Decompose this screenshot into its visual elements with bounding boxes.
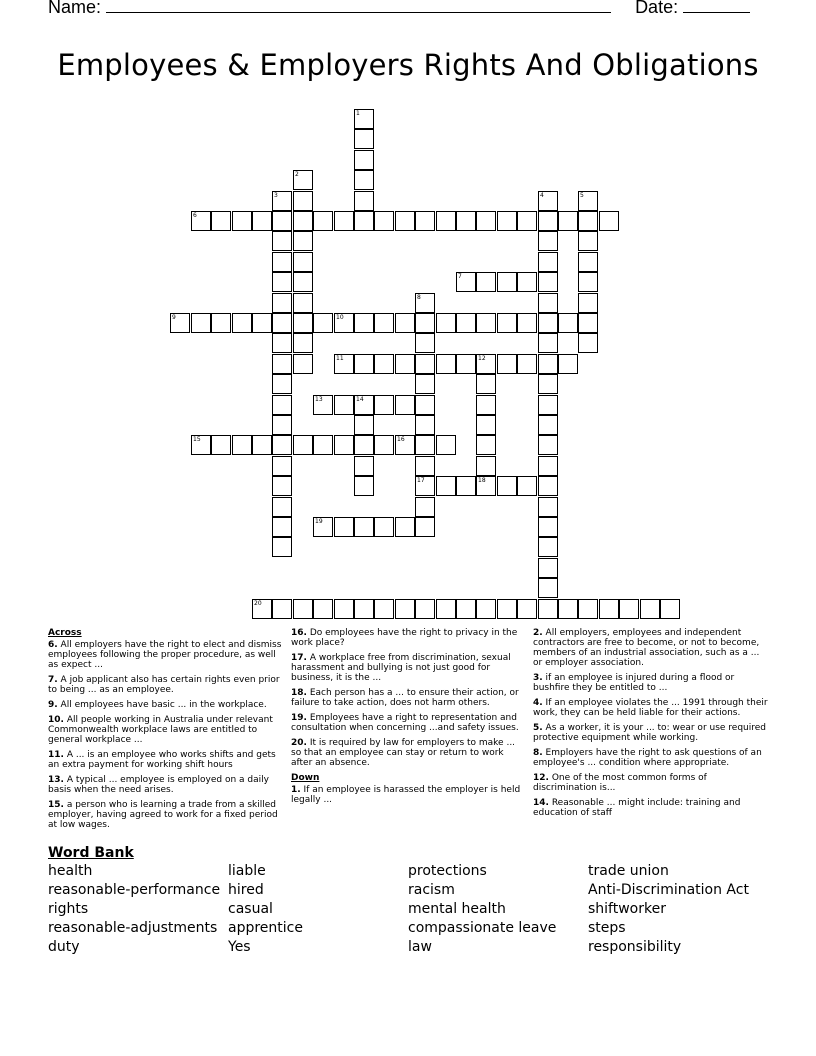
crossword-cell[interactable] bbox=[476, 374, 496, 394]
clues-col-1 bbox=[48, 628, 284, 835]
crossword-cell[interactable] bbox=[293, 231, 313, 251]
word-bank-item: shiftworker bbox=[588, 901, 666, 917]
crossword-cell[interactable] bbox=[395, 354, 415, 374]
crossword-cell[interactable] bbox=[395, 517, 415, 537]
crossword-cell[interactable] bbox=[293, 435, 313, 455]
crossword-cell[interactable] bbox=[538, 415, 558, 435]
word-bank-item: apprentice bbox=[228, 920, 303, 936]
crossword-cell[interactable] bbox=[211, 211, 231, 231]
crossword-cell[interactable] bbox=[395, 435, 415, 455]
crossword-cell[interactable] bbox=[538, 599, 558, 619]
clue-number: 15 bbox=[193, 436, 201, 443]
crossword-cell[interactable] bbox=[334, 435, 354, 455]
crossword-cell[interactable] bbox=[578, 191, 598, 211]
crossword-cell[interactable] bbox=[211, 313, 231, 333]
name-field[interactable] bbox=[106, 0, 611, 13]
crossword-cell[interactable] bbox=[599, 211, 619, 231]
crossword-cell[interactable] bbox=[476, 415, 496, 435]
clue-number: 15. bbox=[48, 800, 64, 810]
crossword-cell[interactable] bbox=[578, 211, 598, 231]
crossword-cell[interactable] bbox=[272, 435, 292, 455]
clue-number: 4. bbox=[533, 698, 543, 708]
word-bank-item: mental health bbox=[408, 901, 506, 917]
clue-number: 19 bbox=[315, 518, 323, 525]
crossword-cell[interactable] bbox=[538, 435, 558, 455]
clue-number: 8. bbox=[533, 748, 543, 758]
crossword-cell[interactable] bbox=[497, 313, 517, 333]
crossword-cell[interactable] bbox=[538, 517, 558, 537]
crossword-cell[interactable] bbox=[619, 599, 639, 619]
down-clue bbox=[533, 698, 769, 718]
clue-number: 1. bbox=[291, 785, 301, 795]
across-clue bbox=[48, 750, 284, 770]
across-clue bbox=[291, 628, 527, 648]
across-clue bbox=[48, 700, 284, 710]
word-bank-item: rights bbox=[48, 901, 89, 917]
crossword-cell[interactable] bbox=[476, 354, 496, 374]
clue-text: As a worker, it is your ... to: wear or use required protective equipment while working. bbox=[533, 723, 766, 743]
crossword-cell[interactable] bbox=[354, 517, 374, 537]
header bbox=[48, 0, 750, 18]
crossword-cell[interactable] bbox=[456, 354, 476, 374]
crossword-cell[interactable] bbox=[558, 211, 578, 231]
clue-number: 8 bbox=[417, 294, 421, 301]
crossword-cell[interactable] bbox=[476, 435, 496, 455]
clue-number: 16. bbox=[291, 628, 307, 638]
crossword-cell[interactable] bbox=[415, 313, 435, 333]
crossword-cell[interactable] bbox=[170, 313, 190, 333]
crossword-cell[interactable] bbox=[436, 313, 456, 333]
clue-text: a person who is learning a trade from a skilled employer, having agreed to work for a fixed period at low wages. bbox=[48, 800, 278, 830]
crossword-cell[interactable] bbox=[395, 395, 415, 415]
clue-number: 10 bbox=[336, 314, 344, 321]
crossword-cell[interactable] bbox=[334, 599, 354, 619]
clue-number: 2 bbox=[295, 171, 299, 178]
crossword-cell[interactable] bbox=[538, 395, 558, 415]
clue-text: Reasonable ... might include: training and education of staff bbox=[533, 798, 741, 818]
clue-number: 9 bbox=[172, 314, 176, 321]
clue-number: 6. bbox=[48, 640, 58, 650]
crossword-cell[interactable] bbox=[476, 395, 496, 415]
crossword-cell[interactable] bbox=[252, 211, 272, 231]
clue-number: 5 bbox=[580, 192, 584, 199]
crossword-cell[interactable] bbox=[272, 599, 292, 619]
across-heading: Across bbox=[48, 628, 82, 638]
crossword-cell[interactable] bbox=[232, 211, 252, 231]
crossword-cell[interactable] bbox=[517, 354, 537, 374]
crossword-cell[interactable] bbox=[415, 374, 435, 394]
crossword-cell[interactable] bbox=[538, 476, 558, 496]
crossword-cell[interactable] bbox=[517, 476, 537, 496]
clue-number: 5. bbox=[533, 723, 543, 733]
crossword-cell[interactable] bbox=[191, 435, 211, 455]
word-bank-item: racism bbox=[408, 882, 455, 898]
crossword-cell[interactable] bbox=[415, 456, 435, 476]
crossword-cell[interactable] bbox=[272, 497, 292, 517]
crossword-cell[interactable] bbox=[415, 333, 435, 353]
word-bank-item: health bbox=[48, 863, 93, 879]
crossword-cell[interactable] bbox=[415, 415, 435, 435]
clue-number: 11. bbox=[48, 750, 64, 760]
crossword-cell[interactable] bbox=[538, 313, 558, 333]
clue-text: A ... is an employee who works shifts and gets an extra payment for working shift hours bbox=[48, 750, 276, 770]
crossword-cell[interactable] bbox=[293, 252, 313, 272]
crossword-cell[interactable] bbox=[272, 354, 292, 374]
crossword-cell[interactable] bbox=[517, 599, 537, 619]
crossword-cell[interactable] bbox=[374, 313, 394, 333]
word-bank-item: reasonable-adjustments bbox=[48, 920, 218, 936]
crossword-cell[interactable] bbox=[232, 313, 252, 333]
crossword-cell[interactable] bbox=[293, 211, 313, 231]
crossword-cell[interactable] bbox=[354, 170, 374, 190]
crossword-cell[interactable] bbox=[415, 599, 435, 619]
clue-number: 7. bbox=[48, 675, 58, 685]
clue-number: 13. bbox=[48, 775, 64, 785]
clue-number: 10. bbox=[48, 715, 64, 725]
crossword-cell[interactable] bbox=[354, 395, 374, 415]
clue-text: All employees have basic ... in the workplace. bbox=[57, 700, 267, 710]
crossword-cell[interactable] bbox=[272, 231, 292, 251]
crossword-cell[interactable] bbox=[354, 456, 374, 476]
clue-number: 4 bbox=[540, 192, 544, 199]
crossword-cell[interactable] bbox=[272, 537, 292, 557]
clue-number: 14 bbox=[356, 396, 364, 403]
across-clue bbox=[291, 688, 527, 708]
crossword-cell[interactable] bbox=[538, 191, 558, 211]
crossword-cell[interactable] bbox=[456, 211, 476, 231]
crossword-cell[interactable] bbox=[354, 313, 374, 333]
clue-number: 17 bbox=[417, 477, 425, 484]
clue-text: All employers, employees and independent contractors are free to become, or not to become, members of an industrial association, such as a ... or employer association. bbox=[533, 628, 760, 668]
across-clue bbox=[48, 800, 284, 830]
crossword-cell[interactable] bbox=[497, 354, 517, 374]
crossword-cell[interactable] bbox=[538, 354, 558, 374]
word-bank-item: Anti-Discrimination Act bbox=[588, 882, 749, 898]
crossword-cell[interactable] bbox=[456, 599, 476, 619]
crossword-cell[interactable] bbox=[538, 231, 558, 251]
crossword-cell[interactable] bbox=[313, 517, 333, 537]
clue-number: 11 bbox=[336, 355, 344, 362]
clue-text: Each person has a ... to ensure their action, or failure to take action, does not harm others. bbox=[291, 688, 519, 708]
word-bank-col-3 bbox=[408, 862, 556, 957]
clue-text: Employers have the right to ask questions of an employee's ... condition where appropriate. bbox=[533, 748, 762, 768]
crossword-cell[interactable] bbox=[252, 435, 272, 455]
crossword-cell[interactable] bbox=[313, 599, 333, 619]
crossword-cell[interactable] bbox=[538, 272, 558, 292]
crossword-cell[interactable] bbox=[374, 435, 394, 455]
crossword-cell[interactable] bbox=[538, 252, 558, 272]
crossword-cell[interactable] bbox=[476, 599, 496, 619]
crossword-cell[interactable] bbox=[497, 272, 517, 292]
crossword-cell[interactable] bbox=[517, 313, 537, 333]
crossword-cell[interactable] bbox=[272, 415, 292, 435]
crossword-cell[interactable] bbox=[395, 599, 415, 619]
clue-text: All people working in Australia under relevant Commonwealth workplace laws are entitled to general workplace ... bbox=[48, 715, 273, 745]
word-bank-item: trade union bbox=[588, 863, 669, 879]
crossword-cell[interactable] bbox=[578, 293, 598, 313]
crossword-cell[interactable] bbox=[497, 599, 517, 619]
clue-text: Employees have a right to representation and consultation when concerning ...and safety issues. bbox=[291, 713, 519, 733]
crossword-cell[interactable] bbox=[354, 435, 374, 455]
crossword-cell[interactable] bbox=[334, 395, 354, 415]
crossword-cell[interactable] bbox=[538, 456, 558, 476]
crossword-cell[interactable] bbox=[293, 599, 313, 619]
crossword-cell[interactable] bbox=[293, 354, 313, 374]
crossword-cell[interactable] bbox=[436, 354, 456, 374]
crossword-cell[interactable] bbox=[272, 293, 292, 313]
word-bank-item: steps bbox=[588, 920, 626, 936]
crossword-cell[interactable] bbox=[272, 476, 292, 496]
clue-number: 12. bbox=[533, 773, 549, 783]
crossword-cell[interactable] bbox=[293, 313, 313, 333]
crossword-cell[interactable] bbox=[415, 435, 435, 455]
crossword-cell[interactable] bbox=[395, 313, 415, 333]
crossword-cell[interactable] bbox=[354, 415, 374, 435]
crossword-cell[interactable] bbox=[374, 395, 394, 415]
word-bank-title: Word Bank bbox=[48, 845, 134, 861]
crossword-cell[interactable] bbox=[272, 272, 292, 292]
crossword-cell[interactable] bbox=[436, 599, 456, 619]
clue-number: 17. bbox=[291, 653, 307, 663]
clue-number: 7 bbox=[458, 273, 462, 280]
crossword-cell[interactable] bbox=[272, 456, 292, 476]
crossword-cell[interactable] bbox=[354, 129, 374, 149]
crossword-cell[interactable] bbox=[538, 497, 558, 517]
crossword-cell[interactable] bbox=[415, 395, 435, 415]
crossword-cell[interactable] bbox=[640, 599, 660, 619]
crossword-cell[interactable] bbox=[272, 333, 292, 353]
crossword-cell[interactable] bbox=[578, 333, 598, 353]
clue-number: 18 bbox=[478, 477, 486, 484]
crossword-cell[interactable] bbox=[354, 476, 374, 496]
crossword-cell[interactable] bbox=[497, 476, 517, 496]
crossword-cell[interactable] bbox=[354, 354, 374, 374]
clue-number: 13 bbox=[315, 396, 323, 403]
crossword-cell[interactable] bbox=[191, 211, 211, 231]
down-clue bbox=[533, 628, 769, 668]
crossword-cell[interactable] bbox=[415, 476, 435, 496]
down-clue bbox=[533, 773, 769, 793]
crossword-cell[interactable] bbox=[538, 537, 558, 557]
crossword-cell[interactable] bbox=[272, 313, 292, 333]
clue-text: If an employee is harassed the employer is held legally ... bbox=[291, 785, 521, 805]
crossword-cell[interactable] bbox=[272, 252, 292, 272]
crossword-cell[interactable] bbox=[476, 313, 496, 333]
clue-text: A job applicant also has certain rights even prior to being ... as an employee. bbox=[48, 675, 280, 695]
crossword-cell[interactable] bbox=[456, 272, 476, 292]
clue-number: 12 bbox=[478, 355, 486, 362]
crossword-cell[interactable] bbox=[272, 517, 292, 537]
clue-text: All employers have the right to elect and dismiss employees following the proper procedure, as well as expect ... bbox=[48, 640, 282, 670]
crossword-cell[interactable] bbox=[395, 211, 415, 231]
crossword-cell[interactable] bbox=[476, 211, 496, 231]
crossword-cell[interactable] bbox=[334, 313, 354, 333]
word-bank-item: duty bbox=[48, 939, 80, 955]
clue-number: 20 bbox=[254, 600, 262, 607]
crossword-cell[interactable] bbox=[558, 354, 578, 374]
crossword-cell[interactable] bbox=[354, 109, 374, 129]
clue-text: Do employees have the right to privacy in the work place? bbox=[291, 628, 518, 648]
crossword-cell[interactable] bbox=[436, 435, 456, 455]
crossword-cell[interactable] bbox=[538, 293, 558, 313]
crossword-cell[interactable] bbox=[660, 599, 680, 619]
crossword-cell[interactable] bbox=[538, 578, 558, 598]
page-title: Employees & Employers Rights And Obligations bbox=[57, 48, 759, 82]
across-clue bbox=[48, 715, 284, 745]
crossword-cell[interactable] bbox=[415, 497, 435, 517]
clue-text: A typical ... employee is employed on a daily basis when the need arises. bbox=[48, 775, 269, 795]
clue-number: 9. bbox=[48, 700, 58, 710]
crossword-cell[interactable] bbox=[354, 211, 374, 231]
down-clue bbox=[533, 723, 769, 743]
crossword-cell[interactable] bbox=[293, 191, 313, 211]
crossword-cell[interactable] bbox=[517, 211, 537, 231]
crossword-cell[interactable] bbox=[293, 170, 313, 190]
crossword-cell[interactable] bbox=[374, 599, 394, 619]
crossword-cell[interactable] bbox=[415, 354, 435, 374]
crossword-cell[interactable] bbox=[538, 211, 558, 231]
down-heading: Down bbox=[291, 773, 320, 783]
word-bank-col-2 bbox=[228, 862, 303, 957]
down-clue bbox=[291, 785, 527, 805]
crossword-cell[interactable] bbox=[191, 313, 211, 333]
clue-text: If an employee violates the ... 1991 through their work, they can be held liable for their actions. bbox=[533, 698, 768, 718]
crossword-cell[interactable] bbox=[374, 517, 394, 537]
crossword-cell[interactable] bbox=[272, 211, 292, 231]
crossword-cell[interactable] bbox=[354, 191, 374, 211]
crossword-cell[interactable] bbox=[354, 599, 374, 619]
date-field[interactable] bbox=[683, 0, 750, 13]
crossword-cell[interactable] bbox=[436, 476, 456, 496]
crossword-cell[interactable] bbox=[578, 231, 598, 251]
crossword-cell[interactable] bbox=[476, 476, 496, 496]
clue-text: One of the most common forms of discrimination is... bbox=[533, 773, 707, 793]
crossword-cell[interactable] bbox=[436, 211, 456, 231]
crossword-cell[interactable] bbox=[456, 476, 476, 496]
word-bank-item: compassionate leave bbox=[408, 920, 557, 936]
down-clue bbox=[533, 798, 769, 818]
crossword-cell[interactable] bbox=[538, 333, 558, 353]
crossword-cell[interactable] bbox=[558, 313, 578, 333]
crossword-cell[interactable] bbox=[476, 272, 496, 292]
crossword-cell[interactable] bbox=[354, 150, 374, 170]
clue-number: 3 bbox=[274, 192, 278, 199]
crossword-cell[interactable] bbox=[334, 517, 354, 537]
crossword-cell[interactable] bbox=[293, 272, 313, 292]
crossword-cell[interactable] bbox=[538, 558, 558, 578]
crossword-cell[interactable] bbox=[476, 456, 496, 476]
clue-number: 20. bbox=[291, 738, 307, 748]
down-clue bbox=[533, 748, 769, 768]
word-bank-item: casual bbox=[228, 901, 273, 917]
crossword-cell[interactable] bbox=[334, 211, 354, 231]
crossword-cell[interactable] bbox=[578, 313, 598, 333]
word-bank-item: law bbox=[408, 939, 432, 955]
clue-number: 2. bbox=[533, 628, 543, 638]
clues-col-2 bbox=[291, 628, 527, 810]
clue-text: A workplace free from discrimination, sexual harassment and bullying is not just good for business, it is the ... bbox=[291, 653, 511, 683]
crossword-cell[interactable] bbox=[374, 354, 394, 374]
crossword-cell[interactable] bbox=[232, 435, 252, 455]
word-bank-col-1 bbox=[48, 862, 220, 957]
crossword-cell[interactable] bbox=[456, 313, 476, 333]
crossword-cell[interactable] bbox=[211, 435, 231, 455]
crossword-cell[interactable] bbox=[272, 374, 292, 394]
word-bank-item: responsibility bbox=[588, 939, 682, 955]
clue-number: 3. bbox=[533, 673, 543, 683]
word-bank-col-4 bbox=[588, 862, 749, 957]
crossword-cell[interactable] bbox=[334, 354, 354, 374]
word-bank-item: Yes bbox=[228, 939, 251, 955]
word-bank-item: hired bbox=[228, 882, 264, 898]
clue-number: 18. bbox=[291, 688, 307, 698]
crossword-cell[interactable] bbox=[313, 313, 333, 333]
across-clue bbox=[291, 713, 527, 733]
word-bank-item: protections bbox=[408, 863, 487, 879]
across-clue bbox=[48, 640, 284, 670]
clue-text: if an employee is injured during a flood or bushfire they be entitled to ... bbox=[533, 673, 735, 693]
across-clue bbox=[48, 775, 284, 795]
crossword-cell[interactable] bbox=[558, 599, 578, 619]
clues-col-3 bbox=[533, 628, 769, 823]
date-label: Date: bbox=[635, 0, 679, 17]
crossword-cell[interactable] bbox=[578, 599, 598, 619]
crossword-cell[interactable] bbox=[293, 293, 313, 313]
clue-text: It is required by law for employers to make ... so that an employee can stay or return to work after an absence. bbox=[291, 738, 516, 768]
clue-number: 14. bbox=[533, 798, 549, 808]
crossword-cell[interactable] bbox=[578, 272, 598, 292]
crossword-cell[interactable] bbox=[252, 599, 272, 619]
across-clue bbox=[291, 738, 527, 768]
clue-number: 6 bbox=[193, 212, 197, 219]
crossword-cell[interactable] bbox=[293, 333, 313, 353]
crossword-cell[interactable] bbox=[415, 211, 435, 231]
across-clue bbox=[291, 653, 527, 683]
crossword-cell[interactable] bbox=[374, 211, 394, 231]
down-clue bbox=[533, 673, 769, 693]
crossword-cell[interactable] bbox=[538, 374, 558, 394]
crossword-cell[interactable] bbox=[313, 211, 333, 231]
crossword-cell[interactable] bbox=[415, 517, 435, 537]
crossword-cell[interactable] bbox=[313, 435, 333, 455]
word-bank-item: liable bbox=[228, 863, 266, 879]
crossword-cell[interactable] bbox=[272, 191, 292, 211]
crossword-cell[interactable] bbox=[599, 599, 619, 619]
name-label: Name: bbox=[48, 0, 102, 17]
word-bank-item: reasonable-performance bbox=[48, 882, 221, 898]
crossword-cell[interactable] bbox=[578, 252, 598, 272]
crossword-cell[interactable] bbox=[313, 395, 333, 415]
clue-number: 19. bbox=[291, 713, 307, 723]
crossword-cell[interactable] bbox=[517, 272, 537, 292]
crossword-cell[interactable] bbox=[415, 293, 435, 313]
crossword-cell[interactable] bbox=[497, 211, 517, 231]
clue-number: 1 bbox=[356, 110, 360, 117]
across-clue bbox=[48, 675, 284, 695]
crossword-cell[interactable] bbox=[272, 395, 292, 415]
clue-number: 16 bbox=[397, 436, 405, 443]
crossword-cell[interactable] bbox=[252, 313, 272, 333]
